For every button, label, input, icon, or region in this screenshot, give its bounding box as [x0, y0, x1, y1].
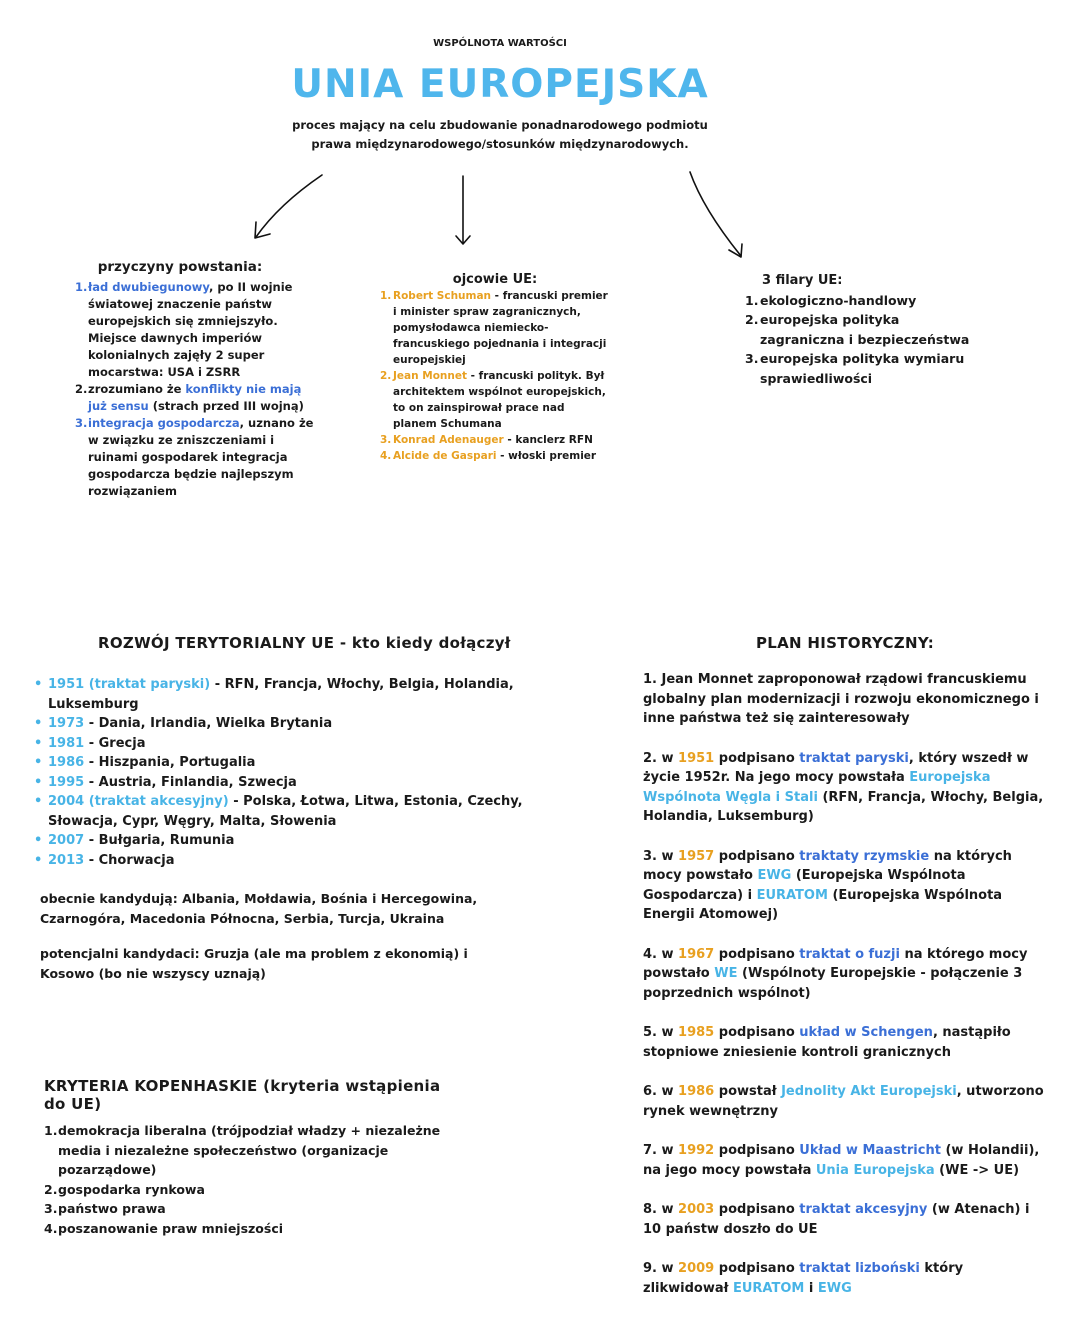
ojcowie-item-1: 1. Robert Schuman - francuski premier i minister spraw zagranicznych, pomysłodawca niemiecko-francuskiego pojednania i integracji europejskiej [380, 290, 608, 366]
ojcowie-item-3: 3. Konrad Adenauger - kanclerz RFN [380, 434, 593, 446]
rozwoj-item: • 1973 - Dania, Irlandia, Wielka Brytania [34, 716, 333, 731]
plan-item-7: 7. w 1992 podpisano Układ w Maastricht (w Holandii), na jego mocy powstała Unia Europejska (WE -> UE) [643, 1143, 1040, 1178]
plan-item-8: 8. w 2003 podpisano traktat akcesyjny (w Atenach) i 10 państw doszło do UE [643, 1202, 1030, 1237]
rozwoj-item: • 2013 - Chorwacja [34, 852, 175, 868]
supertitle: WSPÓLNOTA WARTOŚCI [433, 38, 567, 49]
ojcowie-item-4: 4. Alcide de Gaspari - włoski premier [380, 450, 597, 462]
plan-heading: PLAN HISTORYCZNY: [755, 634, 934, 652]
przyczyny-section [75, 258, 315, 500]
arrows [0, 0, 1080, 280]
kryteria-list [44, 1121, 444, 1238]
plan-list [643, 670, 1048, 1318]
ojcowie-heading: ojcowie UE: [452, 272, 538, 287]
przyczyny-heading: przyczyny powstania: [97, 259, 263, 275]
potencjalni-text: potencjalni kandydaci: Gruzja (ale ma problem z ekonomią) i Kosowo (bo nie wszyscy uznają) [40, 946, 468, 981]
plan-item-4: 4. w 1967 podpisano traktat o fuzji na którego mocy powstało WE (Wspólnoty Europejskie - połączenie 3 poprzednich wspólnot) [643, 946, 1028, 1001]
przyczyny-item-1: 1. ład dwubiegunowy, po II wojnie światowej znaczenie państw europejskich się zmniejszyło. Miejsce dawnych imperiów kolonialnych zajęły 2 super mocarstwa: USA i ZSRR [75, 279, 293, 379]
plan-item-3: 3. w 1957 podpisano traktaty rzymskie na których mocy powstało EWG (Europejska Wspólnota Gospodarcza) i EURATOM (Europejska Wspólnota Energii Atomowej) [643, 848, 1012, 922]
rozwoj-item: • 1986 - Hiszpania, Portugalia [34, 755, 256, 770]
kryteria-item-3: 3. państwo prawa [44, 1201, 166, 1216]
kryteria-heading: KRYTERIA KOPENHASKIE (kryteria wstąpienia do UE) [44, 1077, 441, 1113]
plan-item-9: 9. w 2009 podpisano traktat lizboński który zlikwidował EURATOM i EWG [643, 1261, 964, 1296]
plan-item-5: 5. w 1985 podpisano układ w Schengen, nastąpiło stopniowe zniesienie kontroli granicznych [643, 1025, 1011, 1060]
filary-item-2: 2. europejska polityka zagraniczna i bezpieczeństwa [745, 312, 970, 347]
ojcowie-item-2: 2. Jean Monnet - francuski polityk. Był architektem wspólnot europejskich, to on zainspirował prace nad planem Schumana [380, 370, 606, 430]
przyczyny-item-3: 3. integracja gospodarcza, uznano że w związku ze zniszczeniami i ruinami gospodarek integracja gospodarcza będzie najlepszym rozwiązaniem [75, 415, 314, 498]
rozwoj-list [34, 675, 524, 870]
definition-line-1: proces mający na celu zbudowanie ponadnarodowego podmiotu [292, 118, 708, 132]
przyczyny-item-2: 2. zrozumiano że konflikty nie mają już sensu (strach przed III wojną) [75, 381, 304, 413]
definition-line-2: prawa międzynarodowego/stosunków międzynarodowych. [311, 137, 689, 151]
rozwoj-item: • 1995 - Austria, Finlandia, Szwecja [34, 774, 297, 790]
filary-heading: 3 filary UE: [762, 273, 843, 288]
page-title: UNIA EUROPEJSKA [291, 62, 709, 107]
plan-item-6: 6. w 1986 powstał Jednolity Akt Europejski, utworzono rynek wewnętrzny [643, 1084, 1044, 1119]
kryteria-item-4: 4. poszanowanie praw mniejszości [44, 1220, 284, 1236]
filary-item-1: 1. ekologiczno-handlowy [745, 292, 917, 308]
rozwoj-item: • 2007 - Bułgaria, Rumunia [34, 833, 235, 848]
kandydaci-text: obecnie kandydują: Albania, Mołdawia, Bośnia i Hercegowina, Czarnogóra, Macedonia Północna, Serbia, Turcja, Ukraina [40, 891, 478, 926]
rozwoj-item: • 1981 - Grecja [34, 735, 146, 751]
filary-section [745, 271, 985, 388]
kryteria-item-2: 2. gospodarka rynkowa [44, 1181, 205, 1197]
arrow-left-icon [256, 175, 322, 237]
arrow-right-icon [690, 172, 741, 256]
rozwoj-item: • 1951 (traktat paryski) - RFN, Francja, Włochy, Belgia, Holandia, Luksemburg [34, 677, 514, 712]
plan-item-2: 2. w 1951 podpisano traktat paryski, który wszedł w życie 1952r. Na jego mocy powstała Europejska Wspólnota Węgla i Stali (RFN, Francja, Włochy, Belgia, Holandia, Luksemburg) [643, 750, 1044, 824]
rozwoj-item: • 2004 (traktat akcesyjny) - Polska, Łotwa, Litwa, Estonia, Czechy, Słowacja, Cypr, Węgry, Malta, Słowenia [34, 794, 523, 829]
ojcowie-section [380, 272, 610, 464]
rozwoj-heading: ROZWÓJ TERYTORIALNY UE - kto kiedy dołączył [98, 634, 511, 652]
kryteria-item-1: 1. demokracja liberalna (trójpodział władzy + niezależne media i niezależne społeczeństwo (organizacje pozarządowe) [44, 1123, 441, 1177]
plan-item-1: 1. Jean Monnet zaproponował rządowi francuskiemu globalny plan modernizacji i rozwoju ekonomicznego i inne państwa też się zainteresowały [643, 672, 1039, 726]
filary-item-3: 3. europejska polityka wymiaru sprawiedliwości [745, 351, 965, 386]
